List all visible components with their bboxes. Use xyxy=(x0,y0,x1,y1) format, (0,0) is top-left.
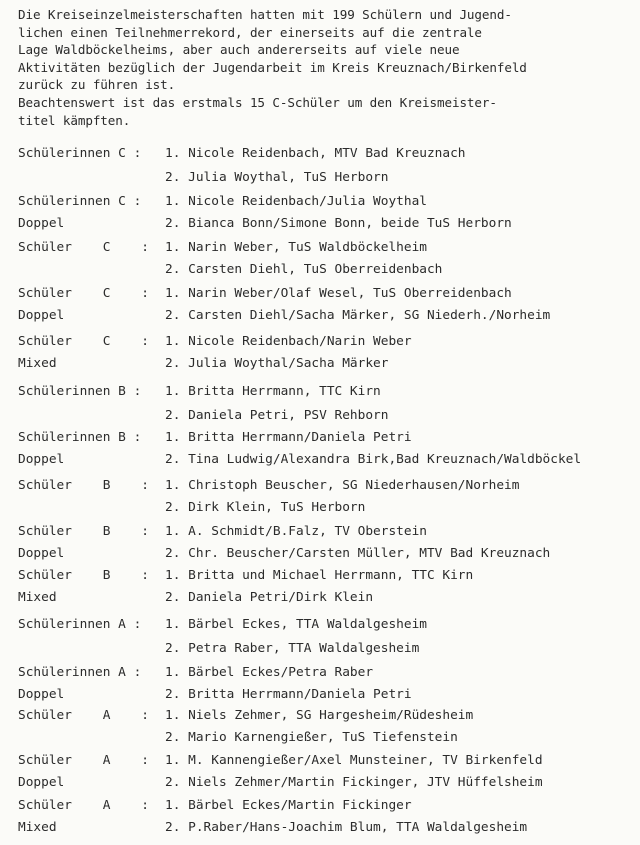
result-row xyxy=(0,566,640,586)
winner-text: Bärbel Eckes/Petra Raber xyxy=(188,665,374,680)
winner-text: Bianca Bonn/Simone Bonn, beide TuS Herborn xyxy=(188,216,512,231)
winner-text: Niels Zehmer, SG Hargesheim/Rüdesheim xyxy=(188,708,474,723)
placement xyxy=(165,498,365,518)
place-number: 1. xyxy=(165,753,181,768)
result-row xyxy=(0,382,640,402)
place-number: 2. xyxy=(165,820,181,835)
winner-text: A. Schmidt/B.Falz, TV Oberstein xyxy=(188,524,427,539)
place-number: 2. xyxy=(165,590,181,605)
place-number: 2. xyxy=(165,452,181,467)
category-label: Schüler B : xyxy=(18,478,149,493)
place-number: 1. xyxy=(165,384,181,399)
category-label: Schülerinnen B : xyxy=(18,430,142,445)
placement xyxy=(165,406,388,426)
winner-text: Bärbel Eckes/Martin Fickinger xyxy=(188,798,412,813)
placement xyxy=(165,476,519,496)
intro-line: lichen einen Teilnehmerrekord, der einerseits auf die zentrale xyxy=(18,24,482,40)
category-label: Schülerinnen B : xyxy=(18,384,142,399)
place-number: 1. xyxy=(165,334,181,349)
winner-text: Britta und Michael Herrmann, TTC Kirn xyxy=(188,568,474,583)
winner-text: Carsten Diehl, TuS Oberreidenbach xyxy=(188,262,443,277)
place-number: 1. xyxy=(165,524,181,539)
place-number: 1. xyxy=(165,665,181,680)
placement xyxy=(165,354,388,374)
placement xyxy=(165,706,473,726)
place-number: 2. xyxy=(165,730,181,745)
category-label: Schüler B : xyxy=(18,524,149,539)
result-row xyxy=(0,663,640,683)
result-row xyxy=(0,544,640,564)
placement xyxy=(165,818,527,838)
placement xyxy=(165,382,381,402)
category-label: Doppel xyxy=(18,308,65,323)
winner-text: Tina Ludwig/Alexandra Birk,Bad Kreuznach/Waldböckel xyxy=(188,452,582,467)
result-row xyxy=(0,706,640,726)
place-number: 1. xyxy=(165,798,181,813)
category-label: Schülerinnen C : xyxy=(18,194,142,209)
category-label: Doppel xyxy=(18,452,65,467)
placement xyxy=(165,238,427,258)
winner-text: Narin Weber, TuS Waldböckelheim xyxy=(188,240,427,255)
placement xyxy=(165,728,458,748)
winner-text: Christoph Beuscher, SG Niederhausen/Norheim xyxy=(188,478,520,493)
intro-line: Die Kreiseinzelmeisterschaften hatten mit 199 Schülern und Jugend- xyxy=(18,7,512,22)
place-number: 2. xyxy=(165,641,181,656)
category-label: Doppel xyxy=(18,775,65,790)
category-label: Schüler B : xyxy=(18,568,149,583)
place-number: 2. xyxy=(165,308,181,323)
intro-line: Aktivitäten bezüglich der Jugendarbeit im Kreis Kreuznach/Birkenfeld xyxy=(18,59,527,75)
winner-text: P.Raber/Hans-Joachim Blum, TTA Waldalgesheim xyxy=(188,820,528,835)
result-row xyxy=(0,284,640,304)
place-number: 1. xyxy=(165,146,181,161)
place-number: 1. xyxy=(165,617,181,632)
winner-text: Dirk Klein, TuS Herborn xyxy=(188,500,366,515)
placement xyxy=(165,588,373,608)
placement xyxy=(165,796,412,816)
winner-text: Niels Zehmer/Martin Fickinger, JTV Hüffelsheim xyxy=(188,775,543,790)
place-number: 1. xyxy=(165,286,181,301)
place-number: 2. xyxy=(165,775,181,790)
result-row xyxy=(0,406,640,426)
winner-text: Mario Karnengießer, TuS Tiefenstein xyxy=(188,730,458,745)
result-row xyxy=(0,498,640,518)
placement xyxy=(165,192,427,212)
winner-text: Daniela Petri/Dirk Klein xyxy=(188,590,374,605)
result-row xyxy=(0,168,640,188)
result-row xyxy=(0,214,640,234)
result-row xyxy=(0,476,640,496)
result-row xyxy=(0,615,640,635)
result-row xyxy=(0,192,640,212)
place-number: 1. xyxy=(165,430,181,445)
placement xyxy=(165,168,388,188)
placement xyxy=(165,260,442,280)
winner-text: M. Kannengießer/Axel Munsteiner, TV Birkenfeld xyxy=(188,753,543,768)
intro-line: titel kämpften. xyxy=(18,112,131,128)
result-row xyxy=(0,588,640,608)
result-row xyxy=(0,354,640,374)
place-number: 2. xyxy=(165,170,181,185)
category-label: Schülerinnen A : xyxy=(18,665,142,680)
result-row xyxy=(0,818,640,838)
category-label: Schüler C : xyxy=(18,286,149,301)
result-row xyxy=(0,332,640,352)
winner-text: Julia Woythal, TuS Herborn xyxy=(188,170,389,185)
winner-text: Britta Herrmann, TTC Kirn xyxy=(188,384,381,399)
place-number: 2. xyxy=(165,500,181,515)
result-row xyxy=(0,450,640,470)
winner-text: Britta Herrmann/Daniela Petri xyxy=(188,687,412,702)
place-number: 1. xyxy=(165,568,181,583)
result-row xyxy=(0,639,640,659)
category-label: Schülerinnen C : xyxy=(18,146,142,161)
result-row xyxy=(0,522,640,542)
winner-text: Julia Woythal/Sacha Märker xyxy=(188,356,389,371)
result-row xyxy=(0,685,640,705)
place-number: 2. xyxy=(165,356,181,371)
winner-text: Carsten Diehl/Sacha Märker, SG Niederh./Norheim xyxy=(188,308,551,323)
result-row xyxy=(0,728,640,748)
place-number: 2. xyxy=(165,408,181,423)
winner-text: Nicole Reidenbach, MTV Bad Kreuznach xyxy=(188,146,466,161)
place-number: 2. xyxy=(165,687,181,702)
winner-text: Nicole Reidenbach/Julia Woythal xyxy=(188,194,427,209)
intro-paragraph xyxy=(18,6,638,129)
winner-text: Petra Raber, TTA Waldalgesheim xyxy=(188,641,420,656)
placement xyxy=(165,773,543,793)
placement xyxy=(165,306,550,326)
placement xyxy=(165,639,419,659)
winner-text: Chr. Beuscher/Carsten Müller, MTV Bad Kreuznach xyxy=(188,546,551,561)
category-label: Mixed xyxy=(18,590,57,605)
category-label: Doppel xyxy=(18,546,65,561)
intro-line: Beachtenswert ist das erstmals 15 C-Schüler um den Kreismeister- xyxy=(18,94,497,110)
placement xyxy=(165,214,512,234)
category-label: Mixed xyxy=(18,820,57,835)
result-row xyxy=(0,751,640,771)
result-row xyxy=(0,238,640,258)
category-label: Doppel xyxy=(18,687,65,702)
placement xyxy=(165,751,543,771)
intro-line: zurück zu führen ist. xyxy=(18,77,176,93)
result-row xyxy=(0,428,640,448)
placement xyxy=(165,685,412,705)
placement xyxy=(165,544,550,564)
category-label: Schüler C : xyxy=(18,334,149,349)
placement xyxy=(165,450,581,470)
category-label: Schüler A : xyxy=(18,708,149,723)
category-label: Doppel xyxy=(18,216,65,231)
placement xyxy=(165,522,427,542)
result-row xyxy=(0,260,640,280)
place-number: 2. xyxy=(165,216,181,231)
placement xyxy=(165,428,412,448)
place-number: 2. xyxy=(165,262,181,277)
category-label: Schüler C : xyxy=(18,240,149,255)
placement xyxy=(165,663,373,683)
placement xyxy=(165,144,466,164)
result-row xyxy=(0,306,640,326)
placement xyxy=(165,566,473,586)
place-number: 1. xyxy=(165,240,181,255)
place-number: 2. xyxy=(165,546,181,561)
placement xyxy=(165,284,512,304)
winner-text: Bärbel Eckes, TTA Waldalgesheim xyxy=(188,617,427,632)
place-number: 1. xyxy=(165,708,181,723)
place-number: 1. xyxy=(165,478,181,493)
winner-text: Nicole Reidenbach/Narin Weber xyxy=(188,334,412,349)
category-label: Schüler A : xyxy=(18,753,149,768)
result-row xyxy=(0,796,640,816)
placement xyxy=(165,615,427,635)
result-row xyxy=(0,773,640,793)
intro-line: Lage Waldböckelheims, aber auch andererseits auf viele neue xyxy=(18,42,460,58)
category-label: Schüler A : xyxy=(18,798,149,813)
winner-text: Daniela Petri, PSV Rehborn xyxy=(188,408,389,423)
category-label: Mixed xyxy=(18,356,57,371)
place-number: 1. xyxy=(165,194,181,209)
result-row xyxy=(0,144,640,164)
category-label: Schülerinnen A : xyxy=(18,617,142,632)
placement xyxy=(165,332,412,352)
winner-text: Narin Weber/Olaf Wesel, TuS Oberreidenbach xyxy=(188,286,512,301)
winner-text: Britta Herrmann/Daniela Petri xyxy=(188,430,412,445)
